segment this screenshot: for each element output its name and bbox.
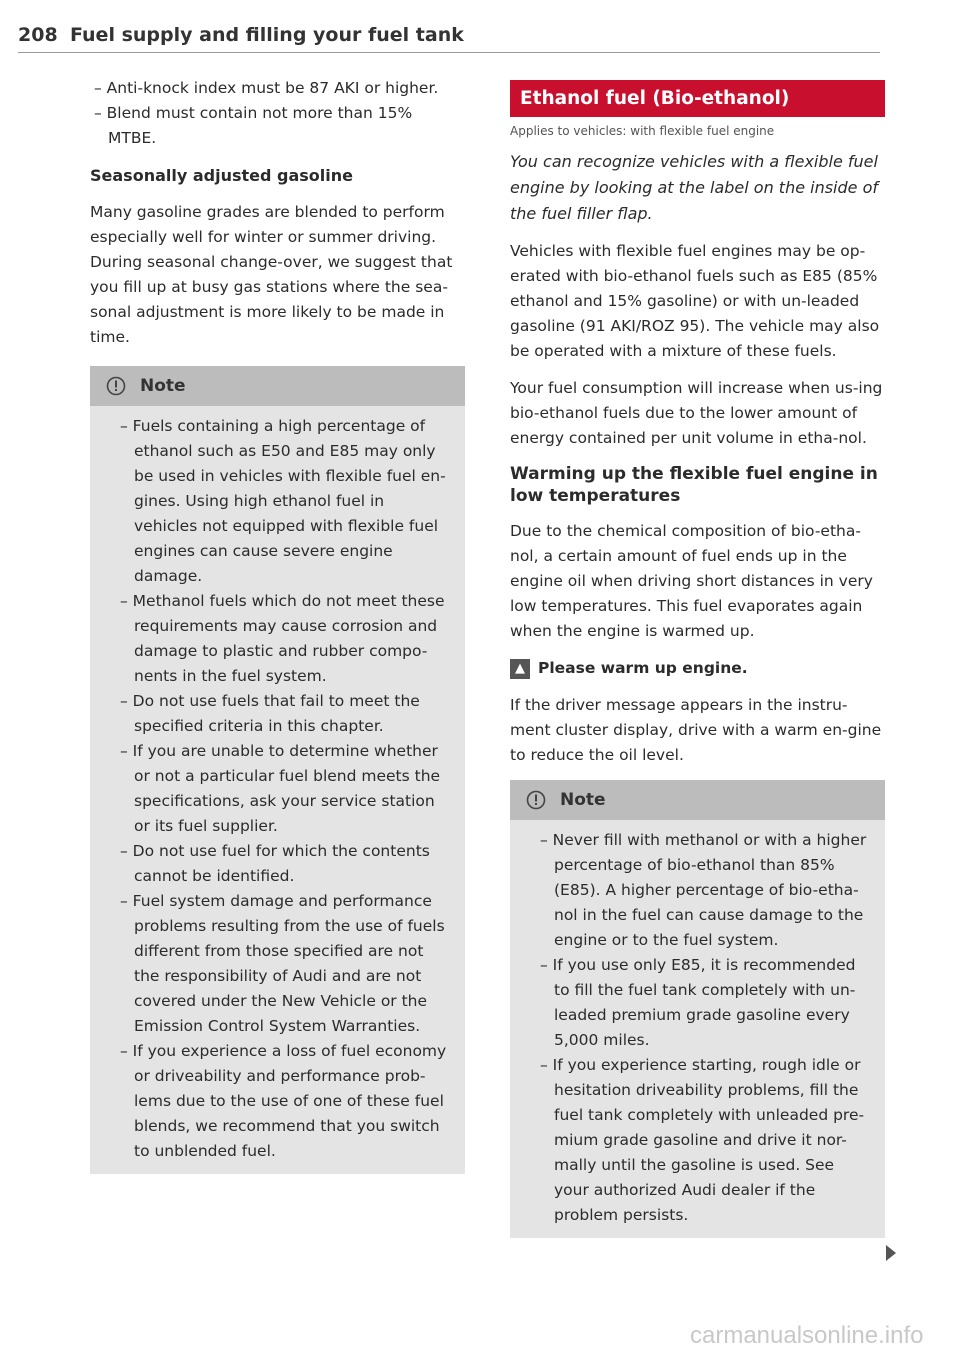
driver-message-text: Please warm up engine. xyxy=(538,659,748,677)
note-title: Note xyxy=(140,375,186,396)
list-item: – Never fill with methanol or with a higher percentage of bio-ethanol than 85% (E85). A higher percentage of bio-etha-nol in the fuel can cause damage to the engine or to the fuel system. xyxy=(540,831,867,949)
paragraph: If the driver message appears in the instru-ment cluster display, drive with a warm en-gine to reduce the oil level. xyxy=(510,696,882,764)
list-item: – Fuel system damage and performance problems resulting from the use of fuels different from those specified are not the responsibility of Audi and are not covered under the New Vehicle or the Emission Control System Warranties. xyxy=(120,892,445,1035)
list-item: – Blend must contain not more than 15% MTBE. xyxy=(94,104,413,147)
list-item: – Anti-knock index must be 87 AKI or higher. xyxy=(94,79,439,97)
note-header xyxy=(510,780,885,820)
section-heading: Warming up the flexible fuel engine in low temperatures xyxy=(510,464,878,506)
paragraph: Due to the chemical composition of bio-etha-nol, a certain amount of fuel ends up in the engine oil when driving short distances in very low temperatures. This fuel evaporates again when the engine is warmed up. xyxy=(510,522,873,640)
list-item: – Fuels containing a high percentage of ethanol such as E50 and E85 may only be used in vehicles with flexible fuel en-gines. Using high ethanol fuel in vehicles not equipped with flexible fuel engines can cause severe engine damage. xyxy=(120,417,446,585)
continue-arrow-icon xyxy=(886,1245,896,1261)
note-header xyxy=(90,366,465,406)
list-item: – If you use only E85, it is recommended to fill the fuel tank completely with un-leaded premium grade gasoline every 5,000 miles. xyxy=(540,956,856,1049)
left-column xyxy=(90,76,465,1174)
note-title: Note xyxy=(560,789,606,810)
paragraph: Your fuel consumption will increase when us-ing bio-ethanol fuels due to the lower amount of energy contained per unit volume in etha-nol. xyxy=(510,379,883,447)
intro-text: You can recognize vehicles with a flexible fuel engine by looking at the label on the inside of the fuel filler flap. xyxy=(510,152,879,223)
caution-circle-icon xyxy=(526,790,546,810)
page-header xyxy=(18,22,880,53)
note-body xyxy=(90,406,465,1164)
list-item: – If you experience a loss of fuel economy or driveability and performance prob-lems due to the use of one of these fuel blends, we recommend that you switch to unblended fuel. xyxy=(120,1042,447,1160)
list-item: – If you experience starting, rough idle or hesitation driveability problems, fill the fuel tank completely with unleaded pre-mium grade gasoline and drive it nor-mally until the gasoline is used. See your authorized Audi dealer if the problem persists. xyxy=(540,1056,865,1224)
caution-circle-icon xyxy=(106,376,126,396)
note-body xyxy=(510,820,885,1228)
applies-to: Applies to vehicles: with flexible fuel engine xyxy=(510,124,775,138)
section-heading: Seasonally adjusted gasoline xyxy=(90,166,353,185)
list-item: – Methanol fuels which do not meet these requirements may cause corrosion and damage to plastic and rubber compo-nents in the fuel system. xyxy=(120,592,445,685)
note-box xyxy=(90,366,465,1174)
chapter-title: Fuel supply and filling your fuel tank xyxy=(70,24,464,46)
paragraph: Many gasoline grades are blended to perform especially well for winter or summer driving. During seasonal change-over, we suggest that you fill up at busy gas stations where the sea-sonal adjustment is more likely to be made in time. xyxy=(90,203,453,346)
right-column xyxy=(510,76,885,1238)
paragraph: Vehicles with flexible fuel engines may be op-erated with bio-ethanol fuels such as E85 (85% ethanol and 15% gasoline) or with un-leaded gasoline (91 AKI/ROZ 95). The vehicle may also be operated with a mixture of these fuels. xyxy=(510,242,880,360)
list-item: – Do not use fuel for which the contents cannot be identified. xyxy=(120,842,430,885)
list-item: – Do not use fuels that fail to meet the specified criteria in this chapter. xyxy=(120,692,420,735)
section-banner: Ethanol fuel (Bio-ethanol) xyxy=(510,80,885,117)
page-number: 208 xyxy=(18,24,58,46)
watermark: carmanualsonline.info xyxy=(690,1322,924,1349)
oil-level-icon: ▲ xyxy=(510,659,530,679)
note-box xyxy=(510,780,885,1238)
list-item: – If you are unable to determine whether or not a particular fuel blend meets the specifications, ask your service station or its fuel supplier. xyxy=(120,742,441,835)
driver-message xyxy=(510,656,885,681)
